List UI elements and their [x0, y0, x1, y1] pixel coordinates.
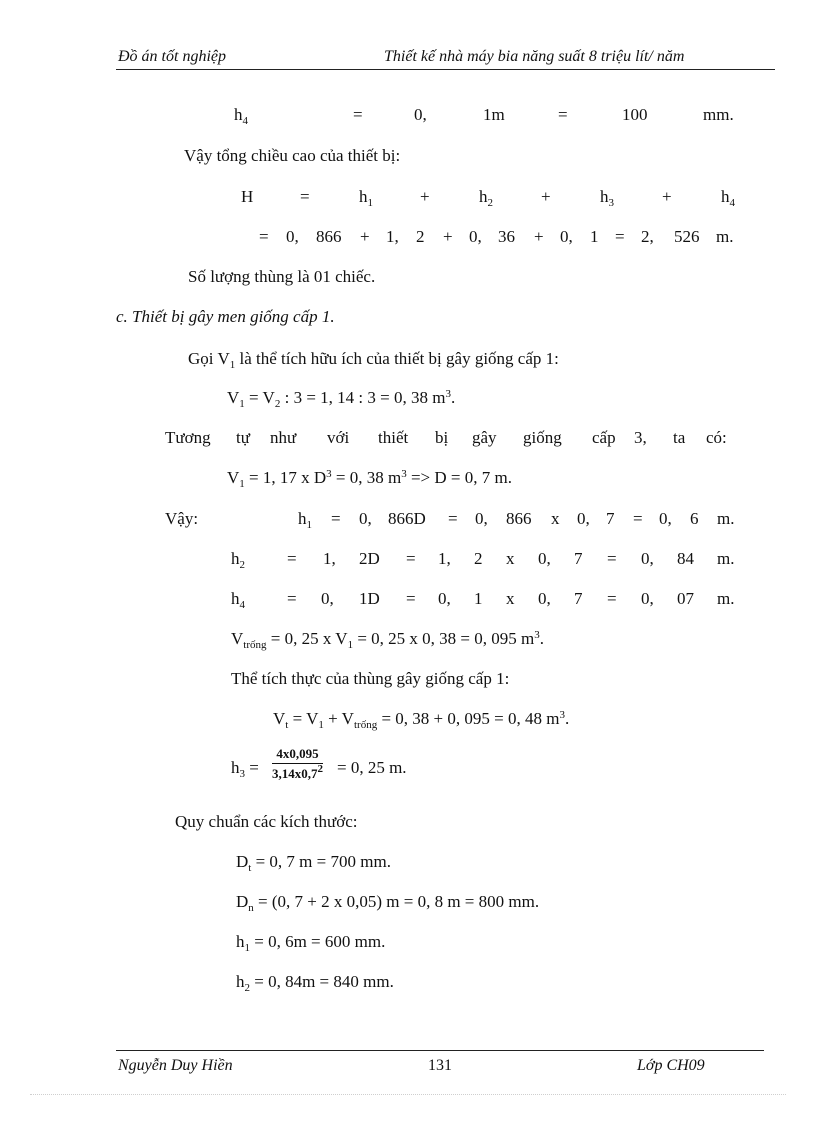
l9-w1: tự: [236, 428, 250, 447]
l4-t15: m.: [716, 227, 734, 246]
l12-r10: 0,: [641, 549, 654, 568]
footer-class: Lớp CH09: [637, 1057, 705, 1074]
l12-r7: 0,: [538, 549, 551, 568]
l11-r9: =: [633, 509, 643, 528]
footer-page-number: 131: [428, 1057, 452, 1074]
l13-r6: x: [506, 589, 515, 608]
l12-r0: =: [287, 549, 297, 568]
l4-t10: 0,: [560, 227, 573, 246]
l11-r4: 0,: [475, 509, 488, 528]
l12-r2: 2D: [359, 549, 380, 568]
l16-text: $V_t = V_1 + V_{trống} = 0$, 38 + 0, 095 = 0, 48 $m^3$.: [273, 709, 570, 731]
l4-t13: 2,: [641, 227, 654, 246]
l9-w6: gây: [472, 428, 497, 447]
l10-text: $V_1 = 1$, 17 x $D^3 = 0$, 38 $m^3 => D = 0$, 7 m.: [227, 468, 512, 490]
l12-h: $h_2$: [231, 549, 245, 571]
l11-h: $h_1$: [298, 509, 312, 531]
page-edge-dots: [30, 1094, 786, 1095]
l1-eq1: =: [353, 105, 363, 124]
fraction-denominator: $3,14x0,7^2$: [272, 763, 323, 781]
footer-author: Nguyễn Duy Hiền: [118, 1057, 233, 1074]
fraction-numerator: 4x0,095: [276, 746, 319, 761]
l4-t0: =: [259, 227, 269, 246]
l13-r4: 0,: [438, 589, 451, 608]
header-rule: [116, 69, 775, 70]
l9-w8: cấp: [592, 428, 616, 447]
l9-w11: có:: [706, 428, 727, 447]
l11-r6: x: [551, 509, 560, 528]
l3-p1: +: [420, 187, 430, 206]
l13-r7: 0,: [538, 589, 551, 608]
l11-r2: 866D: [388, 509, 426, 528]
l17-rhs: = 0, 25 m.: [337, 758, 407, 777]
l13-r12: m.: [717, 589, 735, 608]
l11-label: Vậy:: [165, 509, 199, 528]
l4-t9: +: [534, 227, 544, 246]
l15-text: Thể tích thực của thùng gây giống cấp 1:: [231, 669, 510, 688]
l11-r8: 7: [606, 509, 615, 528]
l19-text: $D_t = 0$, 7 m = 700 mm.: [236, 852, 391, 874]
l13-r9: =: [607, 589, 617, 608]
fraction-bar: [272, 763, 323, 764]
l12-r4: 1,: [438, 549, 451, 568]
l9-w10: ta: [673, 428, 686, 447]
l3-h1: $h_1$: [359, 187, 373, 209]
l12-r12: m.: [717, 549, 735, 568]
section-heading: c. Thiết bị gây men giống cấp 1.: [116, 307, 335, 326]
l13-r2: 1D: [359, 589, 380, 608]
l1-h: $h_4$: [234, 105, 248, 127]
l4-t11: 1: [590, 227, 599, 246]
l4-t5: 2: [416, 227, 425, 246]
l20-text: $D_n = (0$, 7 + 2 x 0,05) m = 0, 8 m = 800 mm.: [236, 892, 540, 914]
l12-r8: 7: [574, 549, 583, 568]
l9-w9: 3,: [634, 428, 647, 447]
l1-v4: mm.: [703, 105, 734, 124]
l13-r0: =: [287, 589, 297, 608]
header-left: Đồ án tốt nghiệp: [118, 48, 226, 65]
l4-t1: 0,: [286, 227, 299, 246]
l9-w2: như: [270, 428, 297, 447]
l9-w3: với: [327, 428, 350, 447]
l3-H: H: [241, 187, 254, 206]
l11-r3: =: [448, 509, 458, 528]
l11-r0: =: [331, 509, 341, 528]
l22-text: $h_2 = 0$, 84m = 840 mm.: [236, 972, 394, 994]
l4-t4: 1,: [386, 227, 399, 246]
l2-text: Vậy tổng chiều cao của thiết bị:: [184, 146, 401, 165]
l3-p3: +: [662, 187, 672, 206]
l4-t12: =: [615, 227, 625, 246]
l11-r12: m.: [717, 509, 735, 528]
l4-t6: +: [443, 227, 453, 246]
footer-rule: [116, 1050, 764, 1051]
l11-r11: 6: [690, 509, 699, 528]
l12-r11: 84: [677, 549, 694, 568]
l14-text: $V_{trống} = 0$, 25 x $V_1 = 0$, 25 x 0, 38 = 0, 095 $m^3$.: [231, 629, 544, 651]
l1-v1: 0,: [414, 105, 427, 124]
l13-r3: =: [406, 589, 416, 608]
l13-r5: 1: [474, 589, 483, 608]
l4-t3: +: [360, 227, 370, 246]
l3-h2: $h_2$: [479, 187, 493, 209]
l9-w4: thiết: [378, 428, 409, 447]
l17-lhs: $h_3$ =: [231, 758, 259, 780]
l8-text: $V_1 = V_2$ : 3 = 1, 14 : 3 = 0, 38 $m^3$.: [227, 388, 456, 410]
l18-text: Quy chuẩn các kích thước:: [175, 812, 358, 831]
l12-r3: =: [406, 549, 416, 568]
l13-r10: 0,: [641, 589, 654, 608]
l21-text: $h_1 = 0$, 6m = 600 mm.: [236, 932, 386, 954]
l3-h4: $h_4$: [721, 187, 735, 209]
l9-w5: bị: [435, 428, 449, 447]
l9-w0: Tương: [165, 428, 211, 447]
l13-r11: 07: [677, 589, 694, 608]
l4-t2: 866: [316, 227, 342, 246]
l5-text: Số lượng thùng là 01 chiếc.: [188, 267, 376, 286]
l9-w7: giống: [523, 428, 562, 447]
l17-fraction: [272, 746, 323, 781]
l3-p2: +: [541, 187, 551, 206]
l3-eq: =: [300, 187, 310, 206]
l11-r7: 0,: [577, 509, 590, 528]
l13-h: $h_4$: [231, 589, 245, 611]
l11-r5: 866: [506, 509, 532, 528]
header-right: Thiết kế nhà máy bia năng suất 8 triệu lít/ năm: [384, 48, 685, 65]
l11-r1: 0,: [359, 509, 372, 528]
l12-r5: 2: [474, 549, 483, 568]
l13-r1: 0,: [321, 589, 334, 608]
l1-v3: 100: [622, 105, 648, 124]
l4-t8: 36: [498, 227, 515, 246]
l12-r1: 1,: [323, 549, 336, 568]
l12-r6: x: [506, 549, 515, 568]
l3-h3: $h_3$: [600, 187, 614, 209]
l12-r9: =: [607, 549, 617, 568]
l11-r10: 0,: [659, 509, 672, 528]
l4-t7: 0,: [469, 227, 482, 246]
l1-v2: 1m: [483, 105, 505, 124]
l1-eq2: =: [558, 105, 568, 124]
l7-text: Gọi $V_1$ là thể tích hữu ích của thiết bị gây giống cấp 1:: [188, 349, 559, 371]
l13-r8: 7: [574, 589, 583, 608]
l4-t14: 526: [674, 227, 700, 246]
